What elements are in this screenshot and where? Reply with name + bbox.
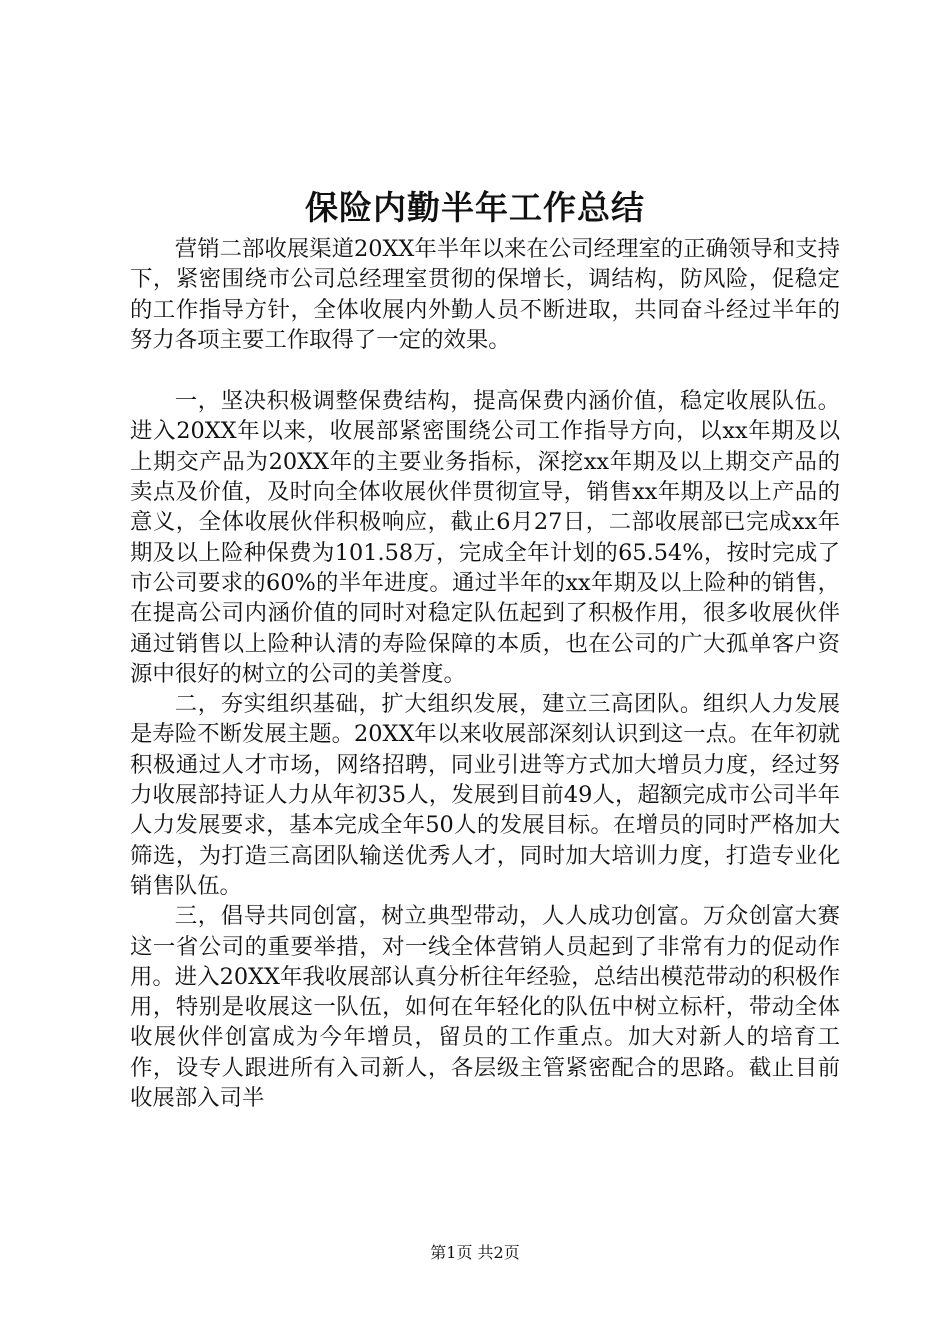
section-paragraph-1: 一，坚决积极调整保费结构，提高保费内涵价值，稳定收展队伍。进入20XX年以来，收展部紧密围绕公司工作指导方向，以xx年期及以上期交产品为20XX年的主要业务指标，深挖xx年期及以上期交产品的卖点及价值，及时向全体收展伙伴贯彻宣导，销售xx年期及以上产品的意义，全体收展伙伴积极响应，截止6月27日，二部收展部已完成xx年期及以上险种保费为101.58万，完成全年计划的65.54%，按时完成了市公司要求的60%的半年进度。通过半年的xx年期及以上险种的销售，在提高公司内涵价值的同时对稳定队伍起到了积极作用，很多收展伙伴通过销售以上险种认清的寿险保障的本质，也在公司的广大孤单客户资源中很好的树立的公司的美誉度。 — [130, 388, 840, 687]
section-paragraph-3: 三，倡导共同创富，树立典型带动，人人成功创富。万众创富大赛这一省公司的重要举措，对一线全体营销人员起到了非常有力的促动作用。进入20XX年我收展部认真分析往年经验，总结出模范带动的积极作用，特别是收展这一队伍，如何在年轻化的队伍中树立标杆，带动全体收展伙伴创富成为今年增员，留员的工作重点。加大对新人的培育工作，设专人跟进所有入司新人，各层级主管紧密配合的思路。截止目前收展部入司半 — [130, 903, 840, 1112]
section-paragraph-2: 二，夯实组织基础，扩大组织发展，建立三高团队。组织人力发展是寿险不断发展主题。20XX年以来收展部深刻认识到这一点。在年初就积极通过人才市场，网络招聘，同业引进等方式加大增员力度，经过努力收展部持证人力从年初35人，发展到目前49人，超额完成市公司半年人力发展要求，基本完成全年50人的发展目标。在增员的同时严格加大筛选，为打造三高团队输送优秀人才，同时加大培训力度，打造专业化销售队伍。 — [130, 691, 840, 899]
intro-paragraph: 营销二部收展渠道20XX年半年以来在公司经理室的正确领导和支持下，紧密围绕市公司总经理室贯彻的保增长，调结构，防风险，促稳定的工作指导方针，全体收展内外勤人员不断进取，共同奋斗经过半年的努力各项主要工作取得了一定的效果。 — [130, 236, 840, 353]
document-title: 保险内勤半年工作总结 — [305, 188, 645, 227]
document-body — [130, 234, 840, 1113]
page-footer: 第1页 共2页 — [430, 1243, 520, 1262]
